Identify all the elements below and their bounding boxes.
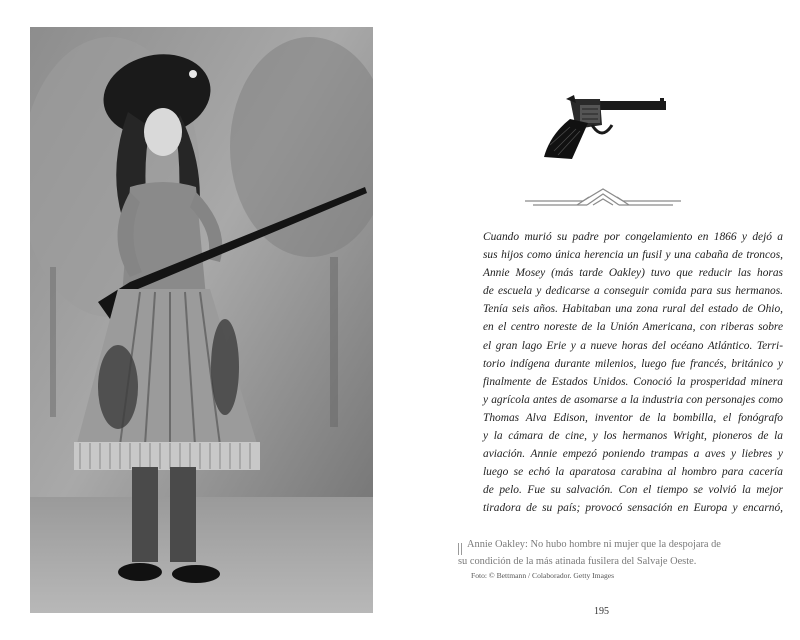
annie-oakley-photo (30, 27, 373, 613)
photo-caption: Annie Oakley: No hubo hombre ni mujer que la despojara de su condición de la más atinada fusilera del Salvaje Oeste. (458, 539, 721, 567)
right-page (400, 0, 800, 640)
body-text: Cuando murió su padre por congelamiento en 1866 y dejó a sus hijos como única herencia un fusil y una cabaña de troncos, Annie Mosey (más tarde Oakley) tuvo que reducir las horas de escuela y dedicarse a conseguir comida para sus hermanos. Tenía seis años. Habitaban una zona rural del estado de Ohio, en el centro noreste de la Unión Americana, con riberas sobre el gran lago Erie y a nueve horas del océano Atlántico. Terri- torio indígena durante milenios, luego fue francés, británico y finalmente de Estados Unidos. Conoció la prosperidad minera y agrícola antes de asomarse a la industria con personajes como Thomas Alva Edison, inventor de la bombilla, el fonógrafo y la cámara de cine, y los hermanos Wright, pioneros de la aviación. Annie empezó poniendo trampas a aves y liebres y luego se echó la aparatosa carabina al hombro para cacería de pelo. Fue su salvación. Con el tiempo se volvió la mejor tiradora de su país; provocó sensación en Europa y encarnó, (483, 231, 783, 515)
art-deco-ornament (525, 186, 681, 208)
revolver-icon (540, 95, 668, 161)
page-number: 195 (594, 606, 609, 617)
photo-credit: Foto: © Bettmann / Colaborador. Getty Images (471, 571, 615, 580)
